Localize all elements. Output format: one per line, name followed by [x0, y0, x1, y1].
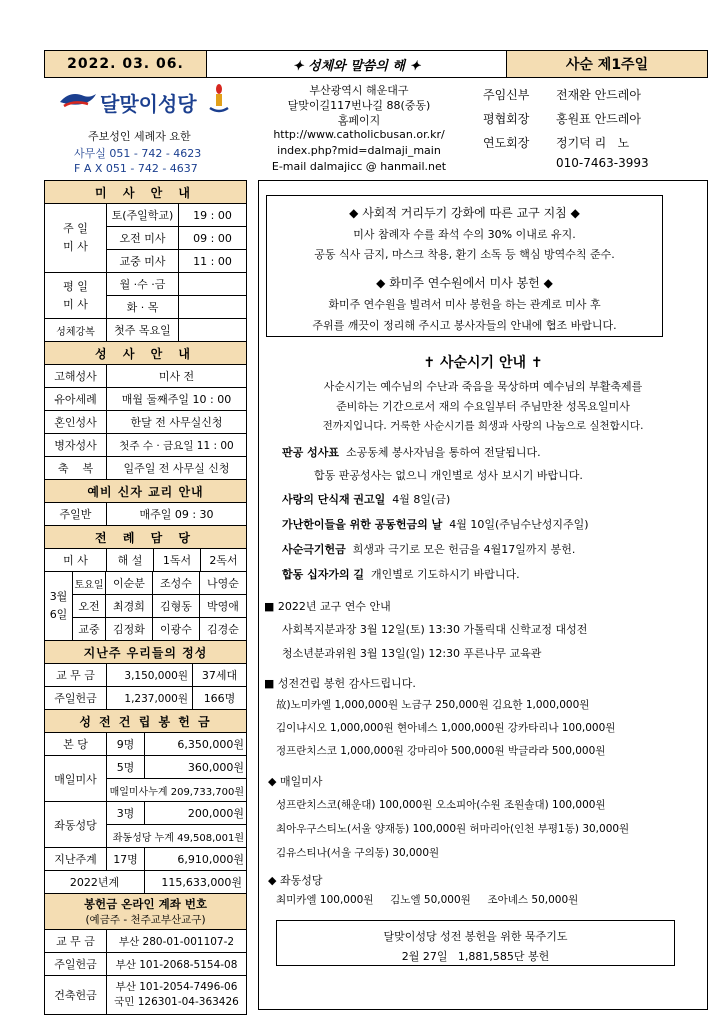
sacrament-section-title: 성 사 안 내	[45, 342, 246, 364]
liturgical-sunday: 사순 제1주일	[565, 57, 649, 73]
office-phone: 사무실 051 - 742 - 4623	[74, 147, 202, 160]
candle-emblem-icon	[208, 84, 230, 116]
staff-name-council: 홍원표 안드레아	[556, 112, 641, 126]
lent-item-text: 소공동체 봉사자님을 통하여 전달됩니다.	[345, 446, 541, 459]
liturgy-header: 1독서	[154, 549, 201, 571]
sacrament-name: 축 복	[45, 457, 107, 479]
notice-line: 공동 식사 금지, 마스크 착용, 환기 소독 등 핵심 방역수칙 준수.	[314, 248, 615, 261]
liturgy-mass: 오전	[73, 595, 106, 617]
jwadong-count: 3명	[107, 802, 145, 824]
liturgy-mass: 교중	[73, 618, 106, 640]
rosary-count: 2월 27일 1,881,585단 봉헌	[401, 950, 550, 963]
lent-item-label: 판공 성사표	[282, 446, 339, 459]
weekday-name: 화 · 목	[107, 296, 179, 318]
mass-time-value: 19 : 00	[193, 208, 232, 222]
homepage-url2[interactable]: index.php?mid=dalmaji_main	[277, 144, 441, 157]
liturgy-reader1: 김형동	[153, 595, 200, 617]
catechumen-section-title: 예비 신자 교리 안내	[45, 480, 246, 502]
liturgy-reader1: 이광수	[153, 618, 200, 640]
dove-logo-icon	[58, 88, 98, 112]
staff-name-pastor: 전재완 안드레아	[556, 88, 641, 102]
daily-mass-count: 5명	[107, 756, 145, 778]
sacrament-name: 병자성사	[45, 434, 107, 456]
rosary-box	[276, 920, 675, 966]
year-total-amount: 115,633,000원	[161, 876, 242, 889]
mass-time-name: 교중 미사	[107, 250, 179, 272]
account-number[interactable]: 부산 280-01-001107-2	[118, 935, 235, 948]
liturgy-commentator: 최경희	[106, 595, 153, 617]
liturgy-header: 2독서	[209, 554, 238, 567]
lent-intro: 사순시기는 예수님의 수난과 죽음을 묵상하며 예수님의 부활축제를	[323, 380, 643, 393]
staff-role-funeral: 연도회장	[483, 136, 530, 150]
lent-intro: 준비하는 기간으로서 재의 수요일부터 주님만찬 성목요일미사	[336, 400, 630, 413]
lent-item-label: 사랑의 단식재 권고일	[282, 493, 386, 506]
notice-line: 주위를 깨끗이 정리해 주시고 봉사자들의 안내에 협조 바랍니다.	[312, 319, 617, 332]
sacrament-info: 미사 전	[158, 370, 195, 383]
account-type: 주일헌금	[45, 953, 107, 975]
liturgy-header: 해 설	[107, 549, 154, 571]
account-number[interactable]: 부산 101-2068-5154-08	[115, 958, 238, 971]
liturgy-reader2: 나영순	[207, 577, 239, 590]
training-title: ■ 2022년 교구 연수 안내	[264, 600, 391, 613]
sacrament-name: 고해성사	[45, 365, 107, 387]
bulletin-date: 2022. 03. 06.	[45, 51, 207, 77]
lent-title: ✝ 사순시기 안내 ✝	[423, 355, 543, 371]
adoration-label: 성체강복	[45, 319, 107, 341]
building-account-number[interactable]: 부산 101-2054-7496-06	[115, 981, 238, 993]
email-address[interactable]: E-mail dalmajicc @ hanmail.net	[271, 160, 447, 173]
catechumen-time: 매주일 09 : 30	[139, 508, 214, 521]
sacrament-info: 첫주 수 · 금요일 11 : 00	[119, 439, 234, 452]
offering-amount: 3,150,000원	[107, 664, 193, 686]
lent-item-label: 가난한이들을 위한 공동헌금의 날	[282, 518, 443, 531]
mass-time-name: 토(주일학교)	[107, 204, 179, 226]
liturgy-header: 미 사	[45, 549, 107, 571]
weekday-name: 월 ·수 ·금	[107, 273, 179, 295]
adoration-value: 첫주 목요일	[107, 319, 179, 341]
rosary-title: 달맞이성당 성전 봉헌을 위한 묵주기도	[383, 930, 568, 943]
accounts-section-title: 봉헌금 온라인 계좌 번호	[83, 897, 208, 911]
patron-saint: 주보성인 세례자 요한	[88, 130, 191, 143]
offering-count: 37세대	[201, 669, 238, 682]
donor-line: 김유스티나(서울 구의동) 30,000원	[276, 847, 440, 859]
lent-item-text: 4월 10일(주님수난성지주일)	[449, 518, 589, 531]
donor-line: 정프란치스코 1,000,000원 강마리아 500,000원 박글라라 500,000원	[276, 745, 606, 757]
offering-type: 교 무 금	[45, 664, 107, 686]
lent-item-text: 4월 8일(금)	[392, 493, 451, 506]
donor-line: 최미카엘 100,000원 김노엘 50,000원 조아녜스 50,000원	[276, 894, 579, 906]
jwadong-total: 좌동성당 누계 49,508,001원	[112, 832, 244, 844]
building-type: 본 당	[45, 733, 107, 755]
year-total-label: 2022년계	[45, 871, 145, 893]
offering-amount: 1,237,000원	[107, 687, 193, 709]
staff-role-pastor: 주임신부	[483, 88, 530, 102]
info-table	[44, 180, 247, 1015]
donor-line: 故)노미카엘 1,000,000원 노금구 250,000원 김요한 1,000,000원	[276, 699, 590, 711]
building-amount: 6,350,000원	[177, 738, 244, 751]
daily-mass-amount: 360,000원	[187, 761, 244, 774]
training-line: 청소년분과위원 3월 13일(일) 12:30 푸른나무 교육관	[282, 647, 542, 660]
mass-time-value: 11 : 00	[193, 254, 232, 268]
lent-intro: 전까지입니다. 거룩한 사순시기를 희생과 사랑의 나눔으로 실천합시다.	[322, 420, 644, 432]
liturgy-reader2: 김경순	[207, 623, 239, 636]
daily-mass-donors-title: ◆ 매일미사	[268, 775, 323, 788]
liturgy-date: 3월 6일	[45, 572, 73, 640]
donor-line: 김이냐시오 1,000,000원 현아녜스 1,000,000원 강카타리나 100,000원	[276, 722, 616, 734]
building-count: 9명	[107, 733, 145, 755]
account-type: 교 무 금	[45, 930, 107, 952]
notice-box	[266, 195, 663, 337]
donor-line: 최아우구스티노(서울 양재동) 100,000원 허마리아(인천 부평1동) 30,000원	[276, 823, 630, 835]
sacrament-info: 한달 전 사무실신청	[130, 416, 223, 429]
mass-time-value: 09 : 00	[193, 231, 232, 245]
daily-mass-total: 매일미사누계 209,733,700원	[109, 786, 244, 798]
funeral-phone: 010-7463-3993	[556, 156, 649, 170]
liturgy-commentator: 이순분	[106, 572, 153, 594]
lent-item-label: 합동 십자가의 길	[282, 568, 365, 581]
offering-section-title: 지난주 우리들의 정성	[45, 641, 246, 663]
training-line: 사회복지분과장 3월 12일(토) 13:30 가톨릭대 신학교정 대성전	[282, 623, 588, 636]
address-line1: 부산광역시 해운대구	[309, 84, 409, 97]
liturgy-section-title: 전 례 담 당	[45, 526, 246, 548]
liturgy-reader1: 조성수	[153, 572, 200, 594]
jwadong-label: 좌동성당	[45, 802, 107, 847]
notice-line: 화미주 연수원을 빌려서 미사 봉헌을 하는 관계로 미사 후	[328, 298, 601, 311]
address-line2: 달맞이길117번나길 88(중동)	[287, 99, 431, 112]
notice-title-distancing: ◆ 사회적 거리두기 강화에 따른 교구 지침 ◆	[349, 206, 580, 220]
sacrament-name: 유아세례	[45, 388, 107, 410]
mass-section-title: 미 사 안 내	[45, 181, 246, 203]
sacrament-info: 매월 둘째주일 10 : 00	[121, 393, 232, 406]
notice-line: 미사 참례자 수를 좌석 수의 30% 이내로 유지.	[353, 228, 576, 241]
building-account-type: 건축헌금	[45, 976, 107, 1014]
offering-count: 166명	[203, 692, 236, 705]
notice-title-venue: ◆ 화미주 연수원에서 미사 봉헌 ◆	[376, 276, 553, 290]
liturgy-commentator: 김정화	[106, 618, 153, 640]
parish-name: 달맞이성당	[100, 92, 197, 116]
jwadong-amount: 200,000원	[187, 807, 244, 820]
lent-item-text: 합동 판공성사는 없으니 개인별로 성사 보시기 바랍니다.	[314, 469, 583, 482]
lastweek-count: 17명	[107, 848, 145, 870]
lastweek-label: 지난주계	[45, 848, 107, 870]
accounts-holder: (예금주 - 천주교부산교구)	[85, 914, 206, 926]
homepage-url1[interactable]: http://www.catholicbusan.or.kr/	[273, 128, 445, 141]
staff-name-funeral: 정기덕 리 노	[556, 136, 630, 150]
fax-number: F A X 051 - 742 - 4637	[74, 162, 198, 175]
jwadong-donors-title: ◆ 좌동성당	[268, 874, 323, 887]
liturgy-mass: 토요일	[73, 572, 106, 594]
mass-time-name: 오전 미사	[107, 227, 179, 249]
liturgy-reader2: 박영애	[207, 600, 239, 613]
building-account-number[interactable]: 국민 126301-04-363426	[114, 996, 239, 1008]
lent-item-label: 사순극기헌금	[282, 543, 346, 556]
donor-line: 성프란치스코(해운대) 100,000원 오소피아(수원 조원솔대) 100,000원	[276, 799, 606, 811]
catechumen-class: 주일반	[45, 503, 107, 525]
daily-mass-label: 매일미사	[45, 756, 107, 801]
sacrament-info: 일주일 전 사무실 신청	[123, 462, 230, 475]
lent-item-text: 개인별로 기도하시기 바랍니다.	[371, 568, 520, 581]
sacrament-name: 혼인성사	[45, 411, 107, 433]
lastweek-amount: 6,910,000원	[177, 853, 244, 866]
staff-role-council: 평협회장	[483, 112, 530, 126]
offering-type: 주일헌금	[45, 687, 107, 709]
year-motto: ✦ 성체와 말씀의 해 ✦	[207, 51, 507, 77]
thanks-title: ■ 성전건립 봉헌 감사드립니다.	[264, 677, 416, 690]
homepage-label: 홈페이지	[337, 114, 381, 127]
building-section-title: 성 전 건 립 봉 헌 금	[45, 710, 246, 732]
lent-item-text: 희생과 극기로 모은 헌금을 4월17일까지 봉헌.	[352, 543, 576, 556]
header-bar	[44, 50, 708, 78]
sunday-mass-label: 주 일 미 사	[45, 204, 107, 272]
weekday-mass-label: 평 일 미 사	[45, 273, 107, 318]
